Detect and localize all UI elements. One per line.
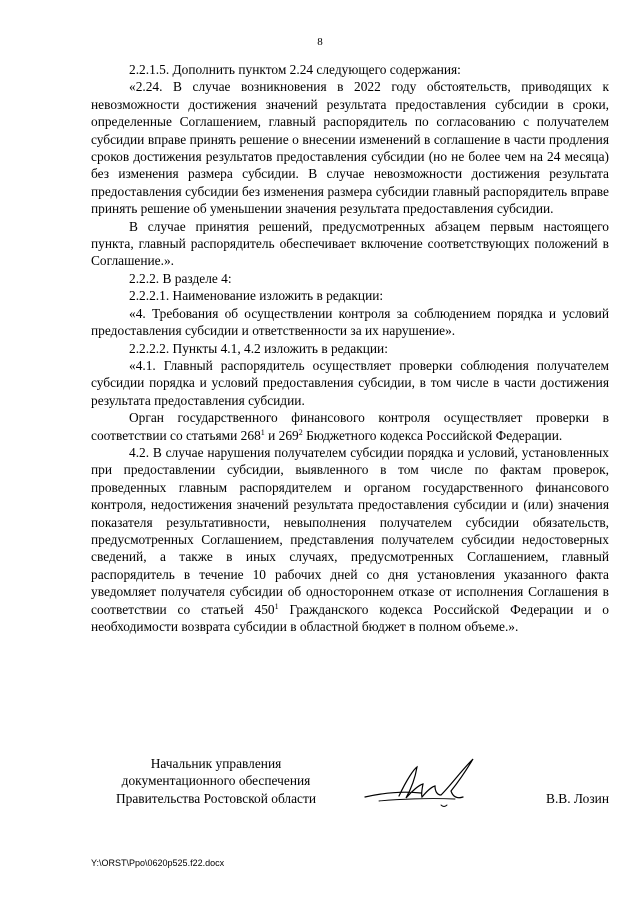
article-number: 450 (243, 601, 275, 617)
paragraph-4-1: «4.1. Главный распорядитель осуществляет проверки соблюдения получателем субсидии порядка и условий предоставления субсидии, в том числе в части достижения результата предоставления субсидии. (91, 357, 609, 408)
paragraph-4-2-end: Гражданского кодекса Российской Федерации и о необходимости возврата субсидии в областной бюджет в полном объеме.». (91, 601, 610, 634)
paragraph-section-4-title: «4. Требования об осуществлении контроля за соблюдением порядка и условий предоставления субсидии и ответственности за их нарушение». (91, 305, 609, 339)
financial-control-end: Бюджетного кодекса Российской Федерации. (302, 427, 563, 443)
signatory-title (91, 755, 341, 807)
paragraph-2-2-2-2: 2.2.2.2. Пункты 4.1, 4.2 изложить в редакции: (129, 340, 388, 356)
conjunction: и (264, 427, 279, 443)
article-superscript: 2 (298, 427, 303, 437)
signatory-title-line: Начальник управления (150, 756, 282, 771)
signature-block (91, 755, 609, 825)
article-number: 268 (240, 427, 261, 443)
signatory-title-line: документационного обеспечения (121, 773, 311, 789)
page-number: 8 (317, 36, 323, 48)
paragraph-4-2 (91, 444, 609, 635)
signatory-title-line: Правительства Ростовской области (115, 790, 317, 806)
handwritten-signature (359, 751, 489, 831)
paragraph-2-2-2: 2.2.2. В разделе 4: (129, 270, 232, 286)
paragraph-2-2-2-1: 2.2.2.1. Наименование изложить в редакции: (129, 288, 384, 304)
paragraph-2-2-1-5: 2.2.1.5. Дополнить пунктом 2.24 следующего содержания: (129, 62, 461, 77)
signatory-name: В.В. Лозин (546, 790, 609, 806)
paragraph-financial-control (91, 409, 609, 444)
article-superscript: 1 (260, 427, 265, 437)
paragraph-4-2-text: 4.2. В случае нарушения получателем субсидии порядка и условий, установленных при предоставлении субсидии, выявленного в том числе по фактам проверок, проведенных главным распорядителем и органом государственного финансового контроля, недостижения значений результата предоставления субсидии и (или) значения показателя результативности, невыполнения получателем субсидии обязательств, предусмотренных Соглашением, представления получателем субсидии недостоверных сведений, а также в иных случаях, предусмотренных Соглашением, главный распорядитель в течение 10 рабочих дней со дня установления указанного факта уведомляет получателя субсидии об одностороннем отказе от исполнения Соглашения в соответствии со статьей (91, 444, 609, 617)
paragraph-2-24: «2.24. В случае возникновения в 2022 году обстоятельств, приводящих к невозможности достижения значений результата предоставления субсидии в сроки, определенные Соглашением, главный распорядитель по согласованию с получателем субсидии вправе принять решение о внесении изменений в соглашение в части продления сроков достижения результатов предоставления субсидии (но не более чем на 24 месяца) без изменения размера субсидии. В случае невозможности достижения результата предоставления субсидии без изменения размера субсидии главный распорядитель вправе принять решение об уменьшении значения результата предоставления субсидии. (91, 79, 609, 217)
footer-file-path: Y:\ORST\Ppo\0620p525.f22.docx (91, 858, 225, 868)
financial-control-text: Орган государственного финансового контроля осуществляет проверки в соответствии со статьями (91, 410, 609, 443)
article-superscript: 1 (274, 601, 279, 611)
article-number: 269 (278, 427, 299, 443)
paragraph-decision-cases: В случае принятия решений, предусмотренных абзацем первым настоящего пункта, главный распорядитель обеспечивает включение соответствующих положений в Соглашение.». (91, 218, 609, 269)
document-body (91, 61, 609, 635)
